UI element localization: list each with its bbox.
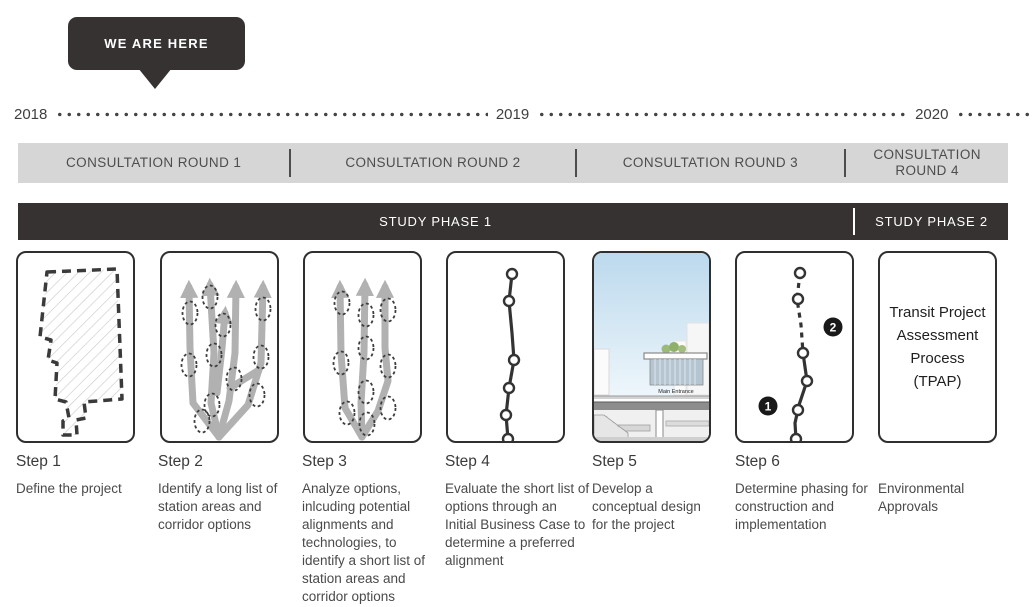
study-phase-2: STUDY PHASE 2 bbox=[875, 214, 988, 229]
dotted-line-segment bbox=[956, 112, 1030, 117]
step3-box bbox=[303, 251, 422, 443]
step4-title: Step 4 bbox=[445, 453, 490, 470]
consultation-rounds-bar bbox=[18, 143, 1008, 183]
step3-text bbox=[302, 453, 434, 606]
consultation-round-1: CONSULTATION ROUND 1 bbox=[66, 154, 242, 170]
step4-description: Evaluate the short list of options through an Initial Business Case to determine a preferred alignment bbox=[445, 481, 590, 568]
svg-text:1: 1 bbox=[764, 399, 772, 414]
corridor-long-list-illustration bbox=[162, 253, 277, 441]
phase2-alignment-line bbox=[797, 273, 803, 353]
dotted-line-segment bbox=[537, 112, 907, 117]
step2-box bbox=[160, 251, 279, 443]
year-label-2018: 2018 bbox=[14, 105, 48, 123]
consultation-round-4: CONSULTATION ROUND 4 bbox=[873, 146, 981, 178]
main-entrance-caption: Main Entrance bbox=[658, 389, 694, 395]
step4-box bbox=[446, 251, 565, 443]
callout-pointer-icon bbox=[138, 68, 172, 89]
step1-title: Step 1 bbox=[16, 453, 61, 470]
phase1-number-badge bbox=[759, 397, 778, 416]
phase1-alignment-line bbox=[795, 353, 807, 439]
corridor-short-list-illustration bbox=[305, 253, 420, 441]
consultation-round-3: CONSULTATION ROUND 3 bbox=[622, 154, 799, 170]
study-phase-1: STUDY PHASE 1 bbox=[379, 214, 492, 229]
svg-text:2: 2 bbox=[829, 320, 837, 335]
consultation-round-2: CONSULTATION ROUND 2 bbox=[345, 154, 521, 170]
step2-text bbox=[158, 453, 288, 534]
study-phases-bar bbox=[18, 203, 1008, 240]
step1-text bbox=[16, 453, 142, 498]
project-area-illustration bbox=[18, 253, 133, 441]
we-are-here-callout bbox=[68, 17, 245, 70]
step5-box bbox=[592, 251, 711, 443]
step6-title: Step 6 bbox=[735, 453, 780, 470]
preferred-alignment-illustration bbox=[448, 253, 563, 441]
year-timeline bbox=[14, 104, 1030, 124]
environmental-approvals-description: Environmental Approvals bbox=[878, 481, 965, 514]
step2-description: Identify a long list of station areas and corridor options bbox=[158, 481, 278, 532]
step1-box bbox=[16, 251, 135, 443]
dotted-line-segment bbox=[55, 112, 487, 117]
year-label-2020: 2020 bbox=[915, 105, 949, 123]
step6-box bbox=[735, 251, 854, 443]
step6-description: Determine phasing for construction and implementation bbox=[735, 481, 868, 532]
dashed-boundary-shape bbox=[40, 269, 122, 435]
environmental-approvals-text bbox=[878, 453, 996, 516]
year-label-2019: 2019 bbox=[495, 105, 530, 123]
environmental-approvals-title bbox=[878, 453, 996, 471]
step4-text bbox=[445, 453, 591, 570]
corridor-arrows bbox=[189, 285, 263, 437]
step6-text bbox=[735, 453, 873, 534]
step1-description: Define the project bbox=[16, 481, 122, 496]
phasing-plan-illustration bbox=[737, 253, 852, 441]
underground-cross-section bbox=[594, 396, 709, 441]
we-are-here-label: WE ARE HERE bbox=[104, 36, 209, 51]
step5-title: Step 5 bbox=[592, 453, 637, 470]
tpap-box bbox=[878, 251, 997, 443]
phase2-number-badge bbox=[824, 318, 843, 337]
step3-title: Step 3 bbox=[302, 453, 347, 470]
tpap-label: Transit Project Assessment Process (TPAP) bbox=[889, 303, 986, 391]
station-entrance-building bbox=[644, 353, 707, 385]
station-markers bbox=[791, 268, 812, 441]
step5-description: Develop a conceptual design for the project bbox=[592, 481, 701, 532]
step3-description: Analyze options, inlcuding potential alignments and technologies, to identify a short list of station areas and corridor options bbox=[302, 481, 426, 604]
step2-title: Step 2 bbox=[158, 453, 203, 470]
conceptual-design-rendering bbox=[594, 253, 709, 441]
step5-text bbox=[592, 453, 720, 534]
